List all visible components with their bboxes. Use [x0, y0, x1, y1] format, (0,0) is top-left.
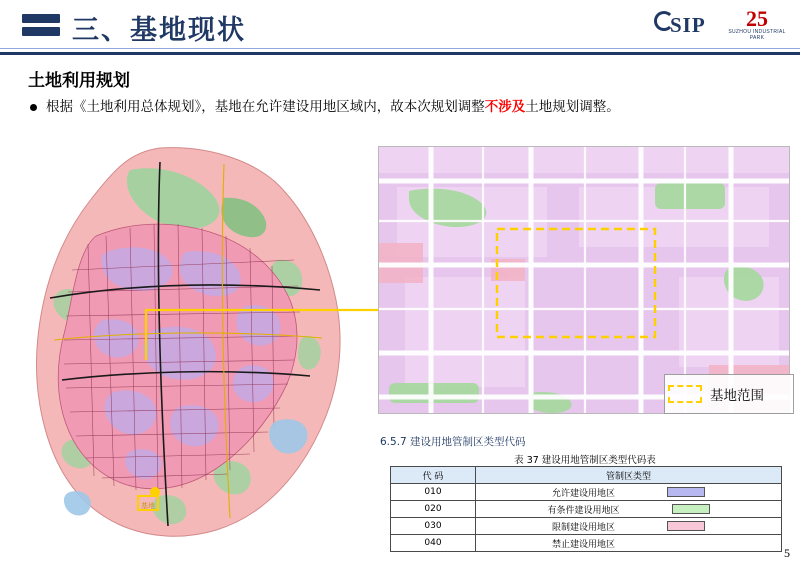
bullet-text-part1: 根据《土地利用总体规划》，基地在允许建设用地区域内，故本次规划调整: [46, 99, 485, 115]
color-swatch: [667, 487, 705, 497]
table-header-row: [391, 467, 782, 484]
bullet-text-part2: 土地规划调整。: [525, 99, 620, 115]
bullet-text: [46, 98, 620, 117]
cell-type: [476, 535, 782, 552]
cell-type-label: 禁止建设用地区: [551, 539, 615, 550]
table-row: [391, 535, 782, 552]
header-divider: [0, 52, 800, 55]
table-row: [391, 484, 782, 501]
anniversary-number: 25: [746, 6, 768, 31]
col-header-code: 代 码: [391, 467, 476, 484]
color-swatch: [672, 504, 710, 514]
cell-type: [476, 501, 782, 518]
logo: [656, 6, 786, 45]
cell-code: 020: [391, 501, 476, 518]
page-title: 三、基地现状: [72, 15, 246, 46]
cell-type-label: 有条件建设用地区: [547, 505, 620, 516]
cell-code: 010: [391, 484, 476, 501]
page-number: 5: [784, 546, 790, 560]
col-header-type: 管制区类型: [476, 467, 782, 484]
anniversary-badge: [728, 6, 786, 41]
anniversary-subtext: SUZHOU INDUSTRIAL PARK: [728, 29, 786, 41]
bullet-item: [30, 98, 770, 117]
cell-code: 040: [391, 535, 476, 552]
cell-type-label: 限制建设用地区: [551, 522, 615, 533]
legend-label: 基地范围: [710, 388, 764, 404]
cell-type: [476, 518, 782, 535]
site-boundary-swatch: [668, 385, 702, 403]
zoning-code-table: [390, 466, 782, 552]
logo-text: SIP: [670, 13, 706, 37]
map-legend: [668, 378, 790, 410]
bullet-text-emphasis: 不涉及: [484, 99, 526, 115]
header-divider-thin: [0, 48, 800, 49]
table-caption: 表 37 建设用地管制区类型代码表: [514, 455, 656, 466]
header-decor-blocks: [22, 14, 60, 40]
table-section-number: 6.5.7 建设用地管制区类型代码: [380, 436, 526, 448]
cell-type: [476, 484, 782, 501]
section-title: 土地利用规划: [28, 71, 130, 91]
slide-header: [0, 0, 800, 56]
svg-text:基地: 基地: [141, 502, 155, 510]
map-zoom-connector: [140, 300, 390, 370]
table-row: [391, 501, 782, 518]
color-swatch: [667, 538, 705, 548]
bullet-dot-icon: [30, 104, 37, 111]
table-row: [391, 518, 782, 535]
color-swatch: [667, 521, 705, 531]
cell-type-label: 允许建设用地区: [551, 488, 615, 499]
cell-code: 030: [391, 518, 476, 535]
